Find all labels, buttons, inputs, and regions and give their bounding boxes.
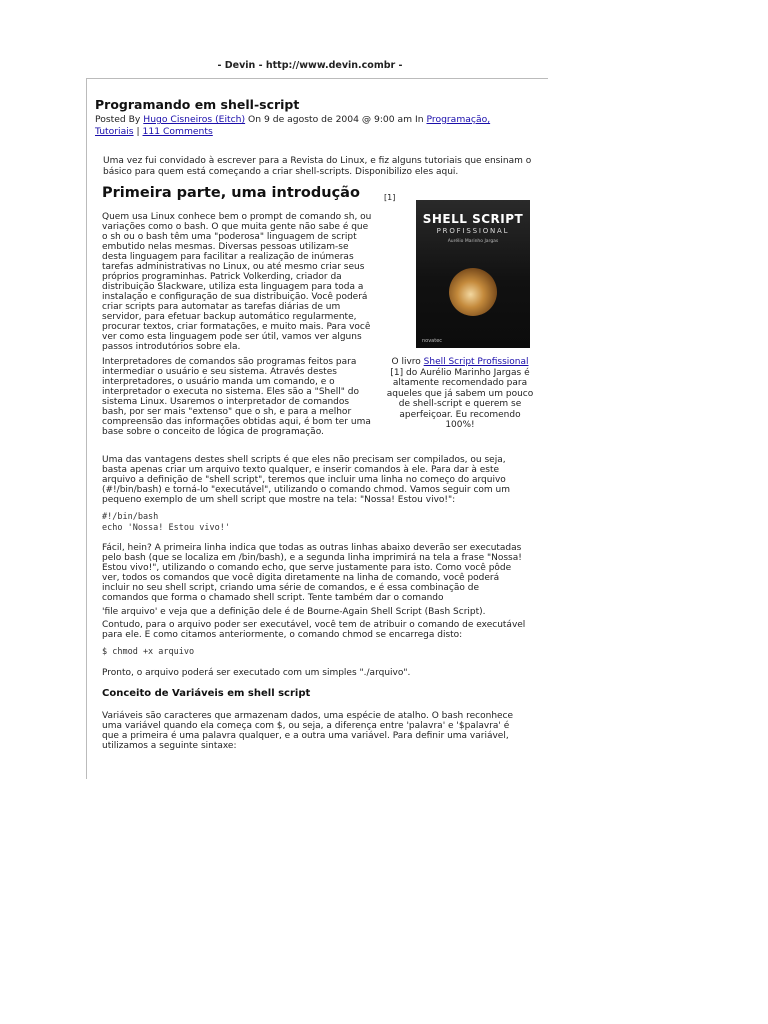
author-link[interactable]: Hugo Cisneiros (Eitch) — [143, 114, 246, 125]
section-title-introducao: Primeira parte, uma introdução — [102, 185, 360, 201]
paragraph-intro-shell: Quem usa Linux conhece bem o prompt de comando sh, ou variações como o bash. O que muita gente não sabe é que o sh ou o bash têm uma "poderosa" linguagem de script embutido nelas mesmas. Diversas pessoas utilizam-se desta linguagem para facilitar a realização de inúmeras tarefas administrativas no Linux, ou até mesmo criar seus próprios programinhas. Patrick Volkerding, criador da distribuição Slackware, utiliza esta linguagem para toda a instalação e configuração de sua distribuição. Você poderá criar scripts para automatar as tarefas diárias de um servidor, para efetuar backup automático regularmente, procurar textos, criar formatações, e muito mais. Para você ver como esta linguagem pode ser útil, vamos ver alguns passos introdutórios sobre ela. — [102, 212, 372, 352]
book-cover-image[interactable] — [416, 200, 530, 348]
intro-paragraph: Uma vez fui convidado à escrever para a Revista do Linux, e fiz alguns tutoriais que ensinam o básico para quem está começando a criar shell-scripts. Disponibilizo eles aqui. — [103, 156, 532, 177]
article-title: Programando em shell-script — [95, 97, 300, 112]
meta-separator: | — [136, 125, 140, 137]
paragraph-contudo: Contudo, para o arquivo poder ser executável, você tem de atribuir o comando de executável para ele. E como citamos anteriormente, o comando chmod se encarrega disto: — [102, 620, 526, 640]
paragraph-pronto: Pronto, o arquivo poderá ser executado com um simples "./arquivo". — [102, 668, 411, 678]
book-link[interactable]: Shell Script Profissional — [423, 357, 529, 367]
code-line: #!/bin/bash — [102, 512, 159, 522]
comments-link[interactable]: 111 Comments — [142, 125, 213, 137]
book-publisher: novatec — [422, 338, 443, 344]
meta-date: On 9 de agosto de 2004 @ 9:00 am In — [248, 114, 424, 125]
code-block-chmod — [102, 647, 194, 658]
paragraph-interpretadores: Interpretadores de comandos são programas feitos para intermediar o usuário e seu sistema. Através destes interpretadores, o usuário manda um comando, e o interpretador o executa no sistema. Eles são a "Shell" do sistema Linux. Usaremos o interpretador de comandos bash, por ser mais "extenso" que o sh, e para a melhor compreensão das informações obtidas aqui, é bom ter uma base sobre o conceito de lógica de programação. — [102, 357, 371, 437]
paragraph-facil: Fácil, hein? A primeira linha indica que todas as outras linhas abaixo deverão ser executadas pelo bash (que se localiza em /bin/bash), e a segunda linha imprimirá na tela a frase "Nossa! Estou vivo!", utilizando o comando echo, que serve justamente para isto. Como você pôde ver, todos os comandos que você digita diretamente na linha de comando, você poderá incluir no seu shell script, criando uma série de comandos, e é essa combinação de comandos que forma o chamado shell script. Tente também dar o comando — [102, 543, 522, 603]
section-title-variaveis: Conceito de Variáveis em shell script — [102, 688, 311, 699]
shell-illustration — [449, 268, 497, 316]
category-link-programacao[interactable]: Programação, — [426, 114, 491, 125]
paragraph-file-arquivo: 'file arquivo' e veja que a definição dele é de Bourne-Again Shell Script (Bash Script). — [102, 607, 486, 617]
paragraph-variaveis: Variáveis são caracteres que armazenam dados, uma espécie de atalho. O bash reconhece uma variável quando ela começa com $, ou seja, a diferença entre 'palavra' e '$palavra' é que a primeira é uma palavra qualquer, e a outra uma variável. Para definir uma variável, utilizamos a seguinte sintaxe: — [102, 711, 514, 751]
paragraph-vantagens: Uma das vantagens destes shell scripts é que eles não precisam ser compilados, ou seja, basta apenas criar um arquivo texto qualquer, e inserir comandos à ele. Para dar à este arquivo a definição de "shell script", teremos que incluir uma linha no começo do arquivo (#!/bin/bash) e torná-lo "executável", utilizando o comando chmod. Vamos seguir com um pequeno exemplo de um shell script que mostre na tela: "Nossa! Estou vivo!": — [102, 455, 511, 505]
category-link-tutoriais[interactable]: Tutoriais — [95, 125, 134, 137]
book-recommendation — [386, 357, 534, 431]
book-subtitle: PROFISSIONAL — [436, 227, 510, 235]
article-meta — [95, 114, 515, 137]
code-block-example — [102, 512, 230, 534]
code-line: echo 'Nossa! Estou vivo!' — [102, 523, 230, 533]
side-prefix: O livro — [391, 357, 421, 367]
code-line: $ chmod +x arquivo — [102, 647, 195, 657]
book-title: SHELL SCRIPT — [422, 212, 524, 226]
side-text: [1] do Aurélio Marinho Jargas é altamente recomendado para aqueles que já sabem um pouco de shell-script e querem se aperfeiçoar. Eu recomendo 100%! — [386, 367, 534, 430]
book-author: Aurélio Marinho Jargas — [447, 239, 499, 244]
meta-prefix: Posted By — [95, 114, 141, 125]
footnote-marker: [1] — [384, 193, 396, 202]
page-header: - Devin - http://www.devin.combr - — [217, 60, 403, 71]
